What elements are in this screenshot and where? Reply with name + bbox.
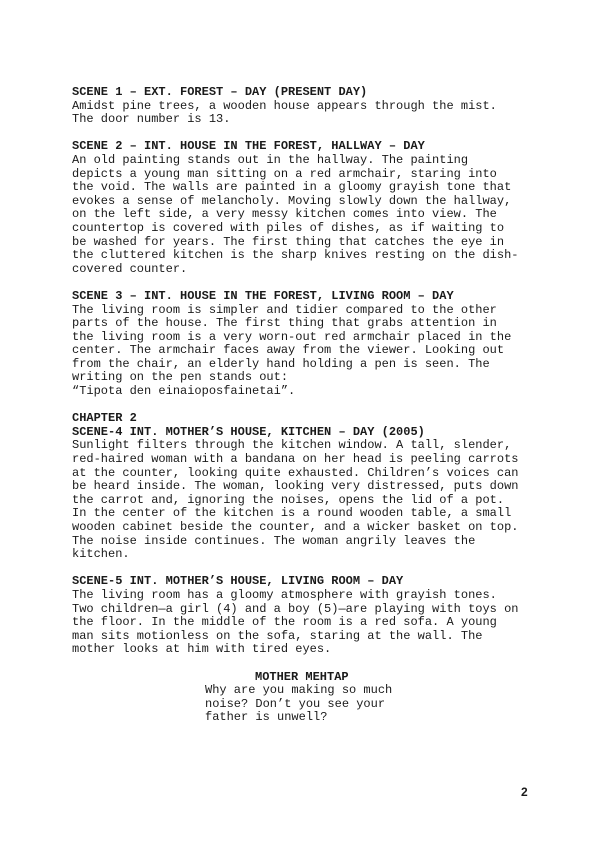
action-line: The living room has a gloomy atmosphere with grayish tones. — [72, 587, 497, 602]
action-line: the carrot and, ignoring the noises, opens the lid of a pot. — [72, 492, 505, 507]
action-line: In the center of the kitchen is a round wooden table, a small — [72, 506, 512, 521]
chapter-title: CHAPTER 2 — [72, 411, 137, 426]
character-name: MOTHER MEHTAP — [255, 669, 349, 684]
action-line: evokes a sense of melancholy. Moving slowly down the hallway, — [72, 193, 512, 208]
action-line: The door number is 13. — [72, 112, 231, 127]
action-line: be washed for years. The first thing that catches the eye in — [72, 234, 505, 249]
action-line: from the chair, an elderly hand holding a pen is seen. The — [72, 356, 490, 371]
scene-2 — [72, 140, 542, 276]
action-line: Sunlight filters through the kitchen window. A tall, slender, — [72, 438, 512, 453]
action-line: the void. The walls are painted in a gloomy grayish tone that — [72, 180, 512, 195]
chapter-2 — [72, 412, 542, 562]
page-number: 2 — [521, 785, 528, 799]
action-line: center. The armchair faces away from the viewer. Looking out — [72, 343, 505, 358]
action-line: An old painting stands out in the hallway. The painting — [72, 152, 469, 167]
dialogue-block — [72, 671, 542, 725]
scene-heading: SCENE 1 – EXT. FOREST – DAY (PRESENT DAY) — [72, 85, 368, 99]
dialogue-line: Why are you making so much — [205, 683, 393, 698]
dialogue-line: father is unwell? — [205, 710, 328, 725]
action-line: wooden cabinet beside the counter, and a wicker basket on top. — [72, 520, 519, 534]
action-line: on the left side, a very messy kitchen comes into view. The — [72, 207, 497, 222]
action-line: man sits motionless on the sofa, staring at the wall. The — [72, 628, 483, 643]
scene-heading: SCENE-4 INT. MOTHER’S HOUSE, KITCHEN – DAY (2005) — [72, 424, 425, 439]
scene-heading: SCENE 2 – INT. HOUSE IN THE FOREST, HALLWAY – DAY — [72, 139, 425, 154]
action-line: at the counter, looking quite exhausted. Children’s voices can — [72, 465, 519, 480]
action-line: depicts a young man sitting on a red armchair, staring into — [72, 166, 497, 181]
action-line: writing on the pen stands out: — [72, 370, 289, 385]
action-line: the cluttered kitchen is the sharp knives resting on the dish- — [72, 248, 519, 263]
action-line: covered counter. — [72, 261, 188, 276]
script-content — [72, 86, 542, 725]
scene-heading: SCENE-5 INT. MOTHER’S HOUSE, LIVING ROOM – DAY — [72, 574, 404, 589]
action-line: red-haired woman with a bandana on her head is peeling carrots — [72, 452, 519, 467]
action-line: parts of the house. The first thing that grabs attention in — [72, 316, 497, 331]
action-line: mother looks at him with tired eyes. — [72, 642, 332, 657]
dialogue-line: noise? Don’t you see your — [205, 696, 386, 711]
action-line: countertop is covered with piles of dishes, as if waiting to — [72, 220, 505, 235]
scene-3 — [72, 290, 542, 399]
action-line: be heard inside. The woman, looking very distressed, puts down — [72, 479, 519, 494]
scene-5 — [72, 575, 542, 657]
action-line: the floor. In the middle of the room is a red sofa. A young — [72, 615, 497, 630]
action-line: Amidst pine trees, a wooden house appears through the mist. — [72, 98, 497, 113]
action-line: The noise inside continues. The woman angrily leaves the — [72, 533, 476, 548]
scene-heading: SCENE 3 – INT. HOUSE IN THE FOREST, LIVING ROOM – DAY — [72, 288, 454, 303]
action-line: Two children—a girl (4) and a boy (5)—are playing with toys on — [72, 601, 519, 616]
action-line: The living room is simpler and tidier compared to the other — [72, 302, 497, 317]
action-line: the living room is a very worn-out red armchair placed in the — [72, 329, 512, 344]
action-line: kitchen. — [72, 547, 130, 562]
scene-1 — [72, 86, 542, 127]
action-line: “Tipota den einaioposfainetai”. — [72, 384, 296, 399]
